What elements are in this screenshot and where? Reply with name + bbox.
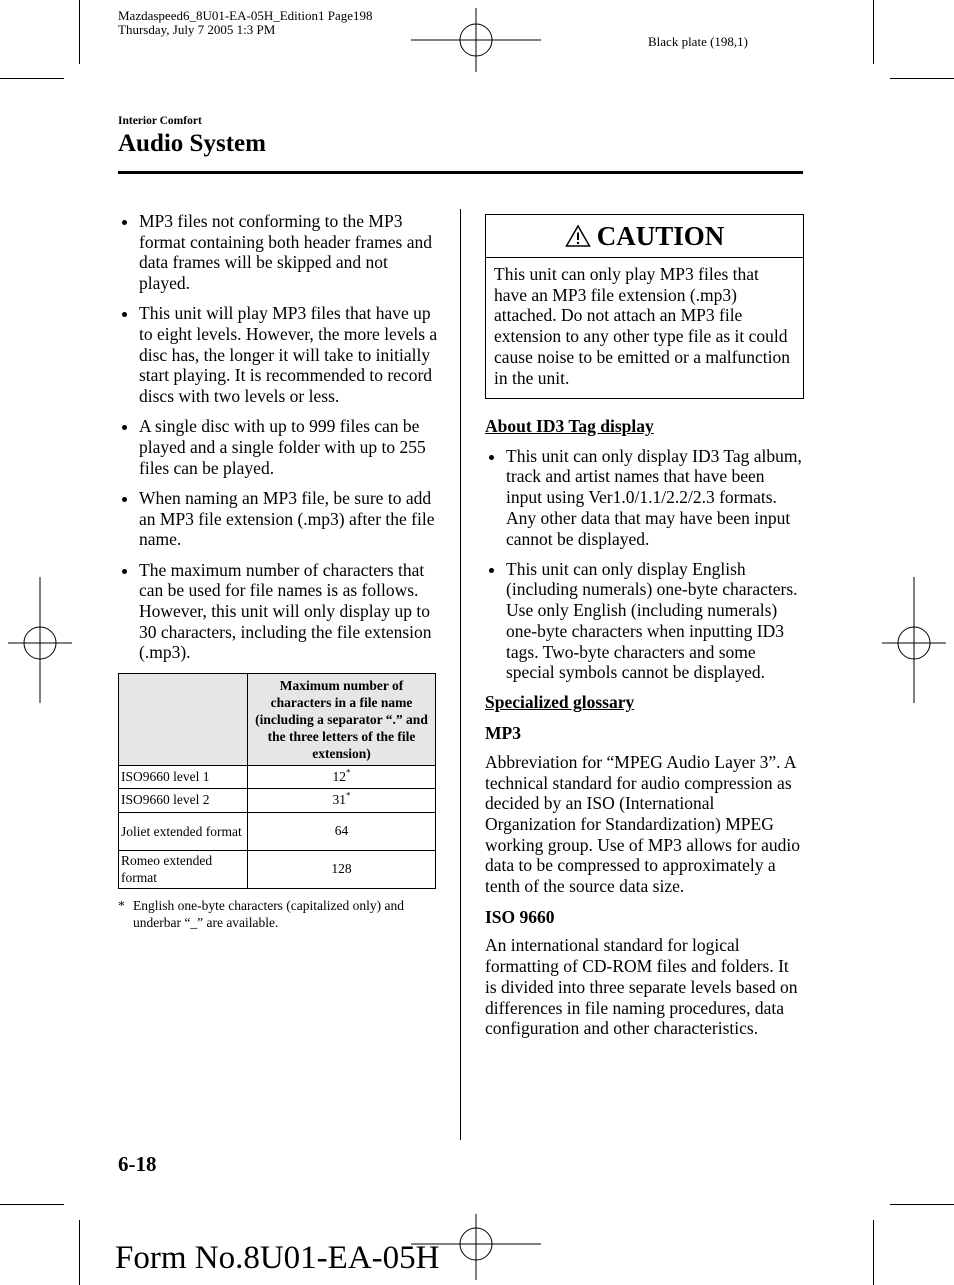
bullet-icon (489, 568, 494, 573)
bullet-icon (122, 497, 127, 502)
crop-mark (890, 1204, 954, 1205)
caution-header (486, 215, 803, 258)
crop-mark (0, 78, 64, 79)
table-row (119, 850, 436, 888)
filename-length-table (118, 673, 436, 889)
table-cell-label: ISO9660 level 1 (119, 765, 248, 789)
table-footnote: * English one-byte characters (capitalized only) and underbar “_” are available. (118, 897, 405, 930)
table-cell-label: Romeo extended format (119, 850, 248, 888)
left-column (118, 211, 438, 931)
crop-mark (890, 78, 954, 79)
crop-mark (0, 1204, 64, 1205)
glossary-definition: Abbreviation for “MPEG Audio Layer 3”. A technical standard for audio compression as decided by an ISO (International Organization for Standardization) MPEG working group. Use of MP3 allows for audio data to be compressed to approximately a tenth of the source data size. (485, 751, 800, 897)
crop-mark (79, 0, 80, 64)
registration-mark-icon (411, 0, 541, 80)
glossary-definition: An international standard for logical formatting of CD-ROM files and folders. It is divided into three separate levels based on differences in file naming procedures, data configuration and other characteristics. (485, 935, 798, 1039)
slug-date: Thursday, July 7 2005 1:3 PM (118, 22, 276, 37)
registration-mark-icon (8, 575, 72, 705)
slug-file: Mazdaspeed6_8U01-EA-05H_Edition1 Page198 (118, 8, 373, 23)
table-cell-value: 64 (248, 812, 436, 850)
page-title: Audio System (118, 130, 266, 157)
bullet-icon (489, 455, 494, 460)
table-cell-value: 31* (248, 789, 436, 813)
warning-triangle-icon (565, 224, 591, 248)
table-row (119, 812, 436, 850)
glossary-term: ISO 9660 (485, 906, 555, 927)
table-header: Maximum number of characters in a file name (including a separator “.” and the three letters of the file extension) (248, 673, 436, 765)
crop-mark (873, 0, 874, 64)
section-label: Interior Comfort (118, 115, 202, 127)
table-cell-value: 12* (248, 765, 436, 789)
table-row (119, 765, 436, 789)
crop-mark (873, 1220, 874, 1285)
glossary-heading: Specialized glossary (485, 692, 635, 713)
id3-heading: About ID3 Tag display (485, 416, 654, 436)
right-column (485, 416, 803, 1039)
table-row (119, 789, 436, 813)
table-cell-value: 128 (248, 850, 436, 888)
registration-mark-icon (882, 575, 946, 705)
slug-plate: Black plate (198,1) (648, 34, 748, 49)
bullet-icon (122, 569, 127, 574)
column-divider (460, 209, 461, 1140)
list-item: This unit can only display English (including numerals) one-byte characters. Use only English (including numerals) one-byte characters when inputting ID3 tags. Two-byte characters and some special symbols cannot be displayed. (485, 559, 803, 683)
title-rule (118, 171, 803, 174)
bullet-icon (122, 220, 127, 225)
list-item: This unit will play MP3 files that have up to eight levels. However, the more levels a disc has, the longer it will take to initially start playing. It is recommended to record discs with two levels or less. (118, 303, 438, 407)
table-cell-label: Joliet extended format (119, 812, 248, 850)
form-number: Form No.8U01-EA-05H (115, 1240, 440, 1276)
caution-box (485, 214, 804, 399)
table-cell-label: ISO9660 level 2 (119, 789, 248, 813)
list-item: This unit can only display ID3 Tag album, track and artist names that have been input using Ver1.0/1.1/2.2/2.3 formats. Any other data that may have been input cannot be displayed. (485, 446, 803, 550)
id3-bullet-list (485, 446, 803, 683)
caution-text: This unit can only play MP3 files that have an MP3 file extension (.mp3) attached. Do not attach an MP3 file extension to any other type file as it could cause noise to be emitted or a malfunction in the unit. (494, 264, 790, 388)
bullet-icon (122, 425, 127, 430)
caution-title: CAUTION (596, 220, 725, 251)
list-item: MP3 files not conforming to the MP3 format containing both header frames and data frames will be skipped and not played. (118, 211, 438, 294)
list-item: When naming an MP3 file, be sure to add an MP3 file extension (.mp3) after the file name. (118, 488, 438, 550)
table-corner-cell (119, 673, 248, 765)
glossary-term: MP3 (485, 723, 521, 744)
list-item: The maximum number of characters that can be used for file names is as follows. However, this unit will only display up to 30 characters, including the file extension (.mp3). (118, 560, 438, 664)
list-item: A single disc with up to 999 files can be played and a single folder with up to 255 files can be played. (118, 416, 438, 478)
crop-mark (79, 1220, 80, 1285)
page-number: 6-18 (118, 1152, 157, 1176)
bullet-icon (122, 312, 127, 317)
mp3-bullet-list (118, 211, 438, 663)
